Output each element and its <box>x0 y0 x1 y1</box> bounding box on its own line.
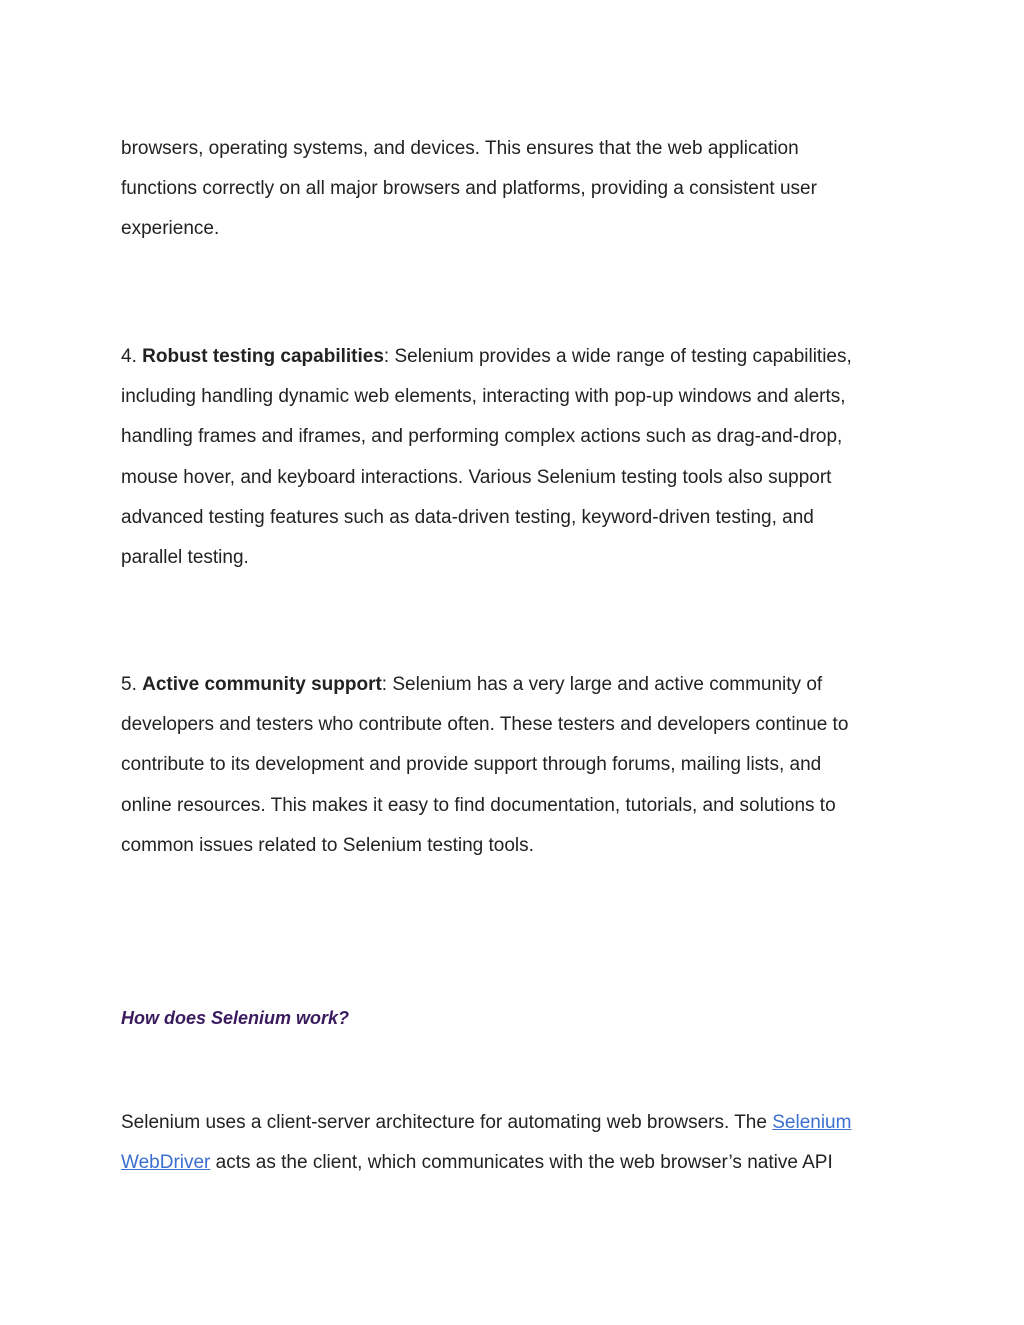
paragraph-line: online resources. This makes it easy to find documentation, tutorials, and solutions to <box>121 794 836 816</box>
list-item-title: Active community support <box>142 674 382 695</box>
paragraph-line <box>121 1103 911 1143</box>
paragraph-line: parallel testing. <box>121 546 249 568</box>
section-heading: How does Selenium work? <box>121 1008 350 1028</box>
intro-continued-paragraph <box>121 129 911 250</box>
list-item-lead-text: : Selenium provides a wide range of testing capabilities, <box>383 346 852 367</box>
list-item-first-line <box>121 665 911 705</box>
paragraph-line: mouse hover, and keyboard interactions. Various Selenium testing tools also support <box>121 466 832 488</box>
list-item-first-line <box>121 337 911 377</box>
paragraph-line: contribute to its development and provide support through forums, mailing lists, and <box>121 754 822 776</box>
paragraph-line: functions correctly on all major browsers and platforms, providing a consistent user <box>121 178 817 200</box>
paragraph-line <box>121 1143 911 1183</box>
closing-paragraph <box>121 1103 911 1183</box>
paragraph-line: including handling dynamic web elements, interacting with pop-up windows and alerts, <box>121 386 846 408</box>
paragraph-line: developers and testers who contribute often. These testers and developers continue to <box>121 714 849 736</box>
paragraph-text: acts as the client, which communicates with the web browser’s native API <box>210 1152 833 1174</box>
selenium-webdriver-link[interactable]: Selenium <box>772 1112 852 1133</box>
paragraph-line: experience. <box>121 218 220 240</box>
list-item-number: 5. <box>121 674 137 695</box>
list-item-title: Robust testing capabilities <box>142 346 384 367</box>
paragraph-line: advanced testing features such as data-driven testing, keyword-driven testing, and <box>121 506 814 528</box>
list-item-5 <box>121 665 911 866</box>
list-item-number: 4. <box>121 346 137 367</box>
list-item-lead-text: : Selenium has a very large and active community of <box>381 674 823 695</box>
paragraph-line: browsers, operating systems, and devices. This ensures that the web application <box>121 138 799 159</box>
selenium-webdriver-link-continued[interactable]: WebDriver <box>121 1152 211 1174</box>
paragraph-line: common issues related to Selenium testing tools. <box>121 834 534 856</box>
paragraph-line: handling frames and iframes, and performing complex actions such as drag-and-drop, <box>121 426 843 448</box>
list-item-4 <box>121 337 911 578</box>
paragraph-text: Selenium uses a client-server architecture for automating web browsers. The <box>121 1112 773 1133</box>
